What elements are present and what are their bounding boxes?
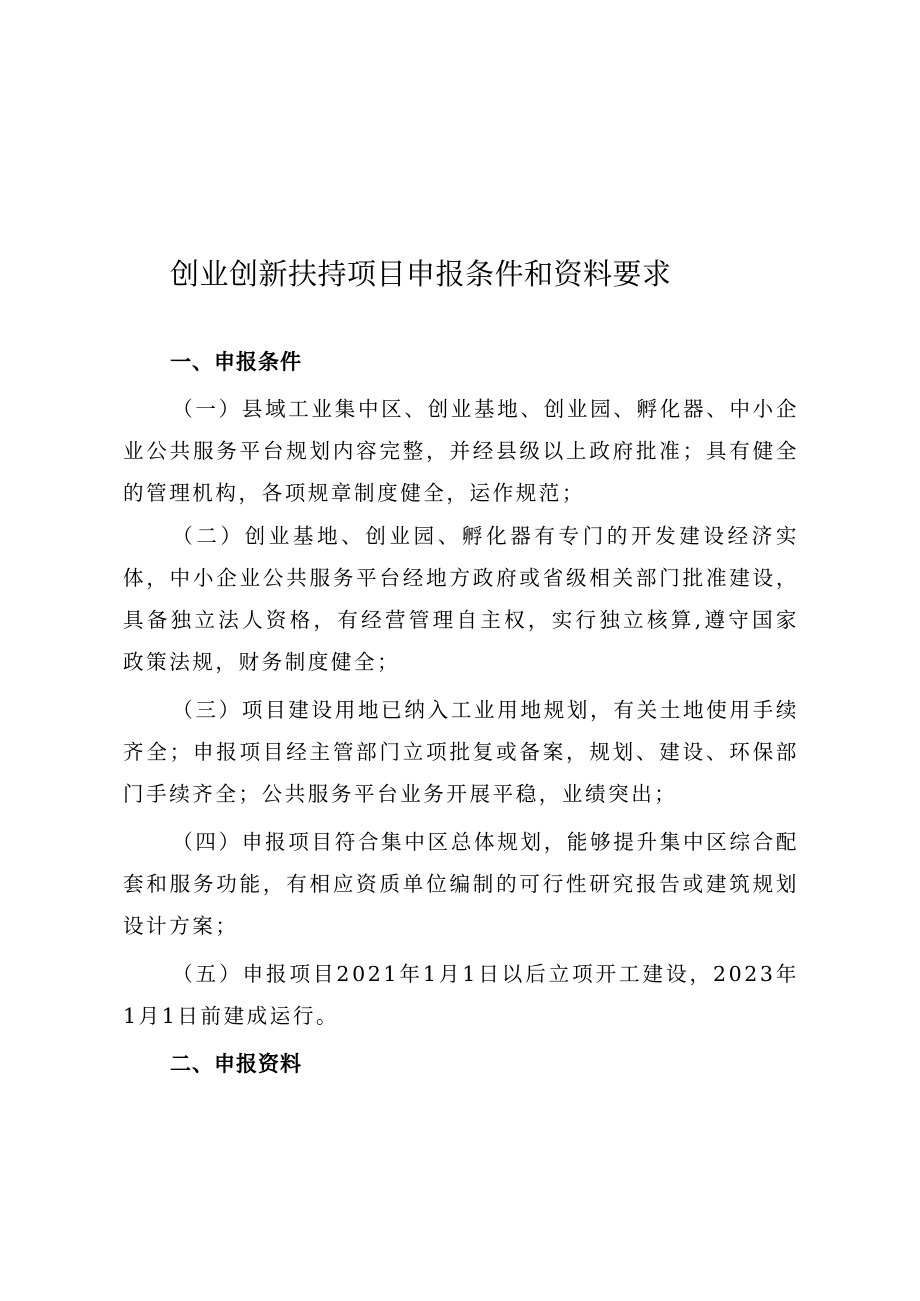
condition-paragraph-2: （二）创业基地、创业园、孵化器有专门的开发建设经济实体，中小企业公共服务平台经地方政府或省级相关部门批准建设，具备独立法人资格，有经营管理自主权，实行独立核算,遵守国家政策法规，财务制度健全；	[123, 524, 799, 674]
section-heading-materials: 二、申报资料	[170, 1052, 302, 1076]
condition-paragraph-1: （一）县域工业集中区、创业基地、创业园、孵化器、中小企业公共服务平台规划内容完整，并经县级以上政府批准；具有健全的管理机构，各项规章制度健全，运作规范；	[123, 397, 799, 505]
section-heading-conditions: 一、申报条件	[170, 350, 302, 374]
condition-paragraph-3: （三）项目建设用地已纳入工业用地规划，有关土地使用手续齐全；申报项目经主管部门立项批复或备案，规划、建设、环保部门手续齐全；公共服务平台业务开展平稳，业绩突出；	[123, 698, 799, 806]
condition-paragraph-4: （四）申报项目符合集中区总体规划，能够提升集中区综合配套和服务功能，有相应资质单位编制的可行性研究报告或建筑规划设计方案；	[123, 830, 799, 938]
document-title: 创业创新扶持项目申报条件和资料要求	[170, 257, 672, 291]
condition-paragraph-5: （五）申报项目2021年1月1日以后立项开工建设，2023年1月1日前建成运行。	[123, 962, 799, 1028]
